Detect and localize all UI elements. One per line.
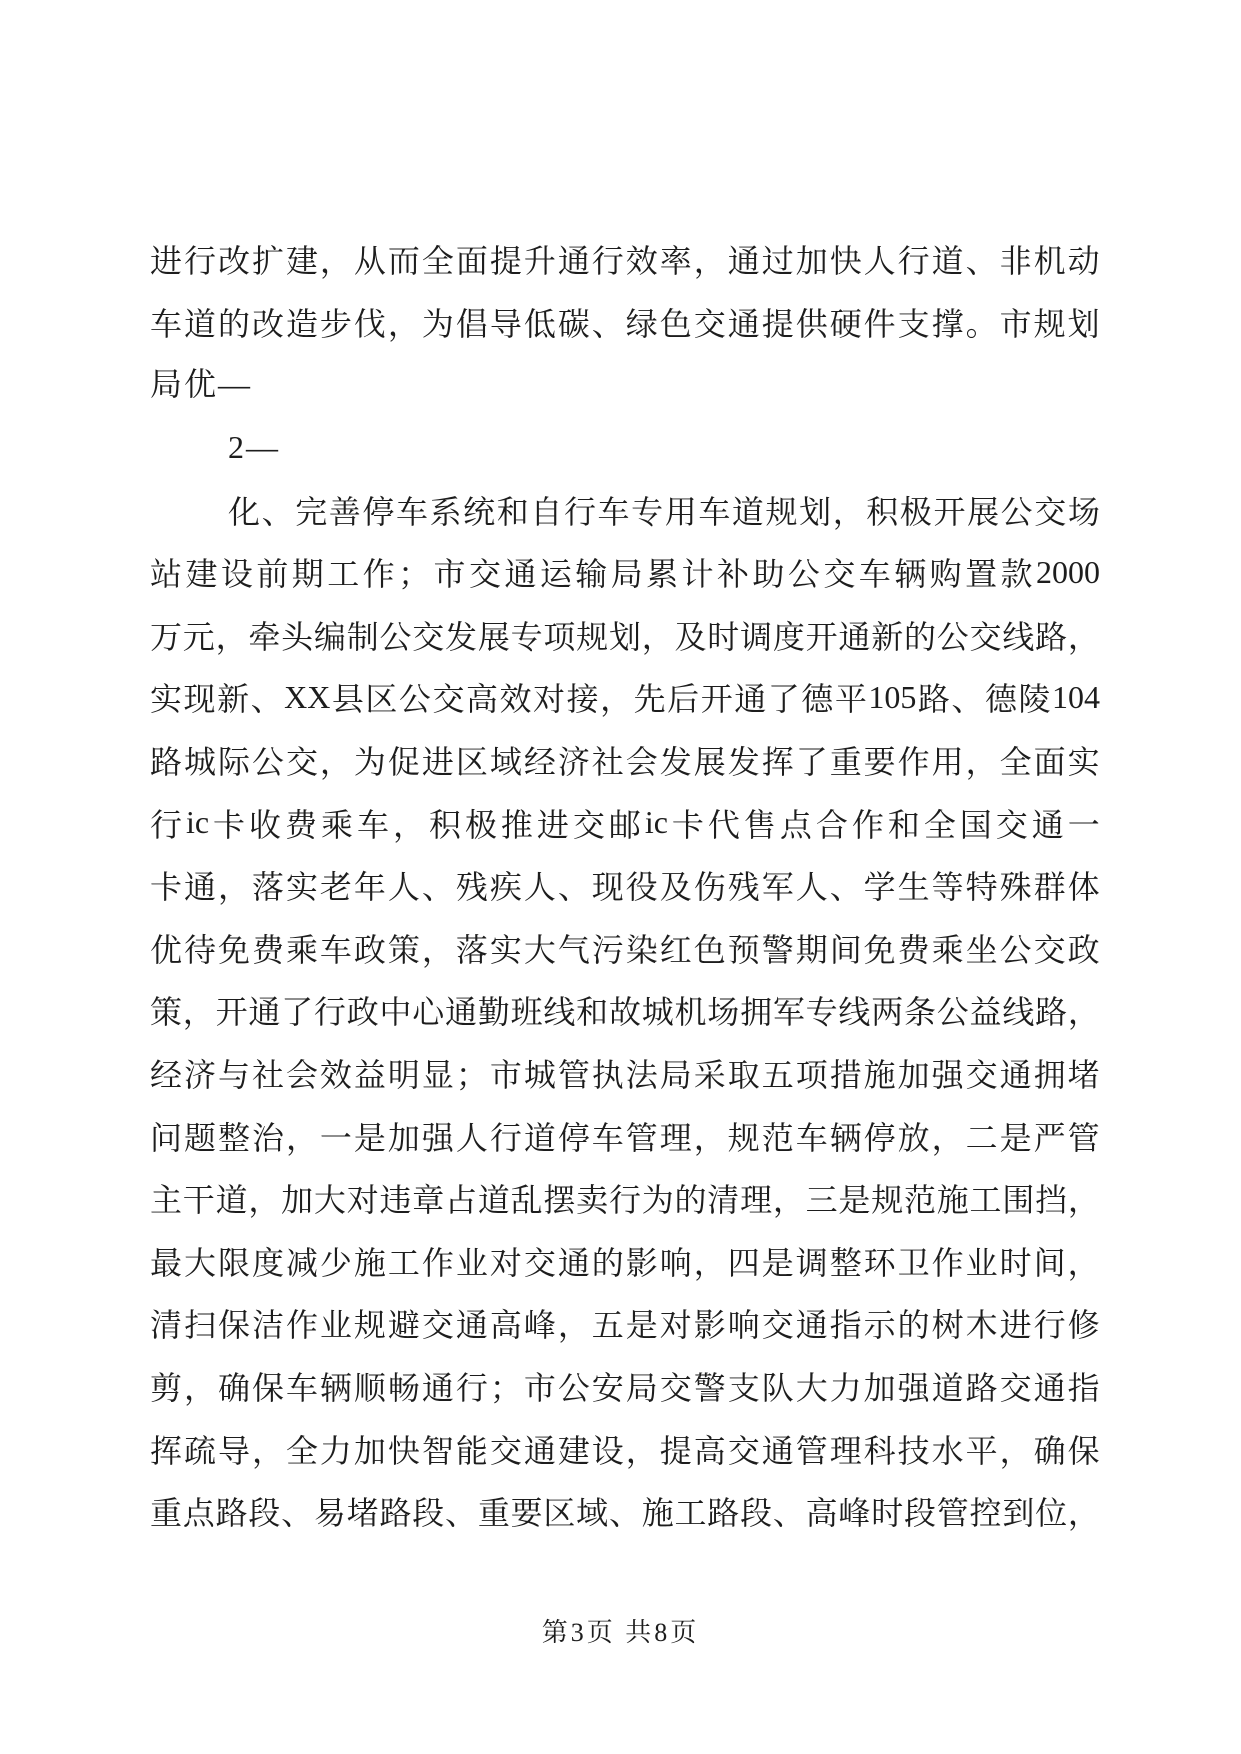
text-line: 行 ic 卡 收 费 乘 车 ， 积 极 推 进 交 邮 ic 卡 代 售 点 合 作 和 全 国 交 通 一 <box>150 804 1100 843</box>
text-line: 万 元 ， 牵 头 编 制 公 交 发 展 专 项 规 划 ， 及 时 调 度 开 通 新 的 公 交 线 路 ， <box>150 618 1100 655</box>
text-line: 路 城 际 公 交 ， 为 促 进 区 域 经 济 社 会 发 展 发 挥 了 重 要 作 用 ， 全 面 实 <box>150 744 1100 781</box>
text-line: 清 扫 保 洁 作 业 规 避 交 通 高 峰 ， 五 是 对 影 响 交 通 指 示 的 树 木 进 行 修 <box>150 1307 1100 1344</box>
text-line: 策 ， 开 通 了 行 政 中 心 通 勤 班 线 和 故 城 机 场 拥 军 专 线 两 条 公 益 线 路 ， <box>150 994 1100 1031</box>
text-line: 进 行 改 扩 建 ， 从 而 全 面 提 升 通 行 效 率 ， 通 过 加 快 人 行 道 、 非 机 动 <box>150 243 1100 280</box>
text-line: 经 济 与 社 会 效 益 明 显 ； 市 城 管 执 法 局 采 取 五 项 措 施 加 强 交 通 拥 堵 <box>150 1057 1100 1094</box>
text-line: 主 干 道 ， 加 大 对 违 章 占 道 乱 摆 卖 行 为 的 清 理 ， 三 是 规 范 施 工 围 挡 ， <box>150 1182 1100 1219</box>
page-number-label: 第3页 共8页 <box>541 1618 700 1647</box>
text-line: 车 道 的 改 造 步 伐 ， 为 倡 导 低 碳 、 绿 色 交 通 提 供 硬 件 支 撑 。 市 规 划 <box>150 305 1100 342</box>
text-line: 站 建 设 前 期 工 作 ； 市 交 通 运 输 局 累 计 补 助 公 交 车 辆 购 置 款 2000 <box>150 553 1100 593</box>
text-line: 最 大 限 度 减 少 施 工 作 业 对 交 通 的 影 响 ， 四 是 调 整 环 卫 作 业 时 间 ， <box>150 1244 1100 1281</box>
text-line: 卡 通 ， 落 实 老 年 人 、 残 疾 人 、 现 役 及 伤 残 军 人 、 学 生 等 特 殊 群 体 <box>150 869 1100 906</box>
text-line: 重 点 路 段 、 易 堵 路 段 、 重 要 区 域 、 施 工 路 段 、 高 峰 时 段 管 控 到 位 ， <box>150 1495 1100 1532</box>
text-line: 实 现 新 、 XX 县 区 公 交 高 效 对 接 ， 先 后 开 通 了 德 平 105 路 、 德 陵 104 <box>150 678 1100 718</box>
text-line: 化 、 完 善 停 车 系 统 和 自 行 车 专 用 车 道 规 划 ， 积 极 开 展 公 交 场 <box>228 493 1100 530</box>
text-line: 2— <box>228 428 280 465</box>
text-line: 挥 疏 导 ， 全 力 加 快 智 能 交 通 建 设 ， 提 高 交 通 管 理 科 技 水 平 ， 确 保 <box>150 1432 1100 1469</box>
page-footer <box>0 1612 1241 1649</box>
text-line: 剪 ， 确 保 车 辆 顺 畅 通 行 ； 市 公 安 局 交 警 支 队 大 力 加 强 道 路 交 通 指 <box>150 1369 1100 1406</box>
text-line: 优 待 免 费 乘 车 政 策 ， 落 实 大 气 污 染 红 色 预 警 期 间 免 费 乘 坐 公 交 政 <box>150 931 1100 968</box>
text-line: 问 题 整 治 ， 一 是 加 强 人 行 道 停 车 管 理 ， 规 范 车 辆 停 放 ， 二 是 严 管 <box>150 1119 1100 1156</box>
text-line: 局优— <box>150 366 253 403</box>
document-body <box>150 228 1100 1542</box>
